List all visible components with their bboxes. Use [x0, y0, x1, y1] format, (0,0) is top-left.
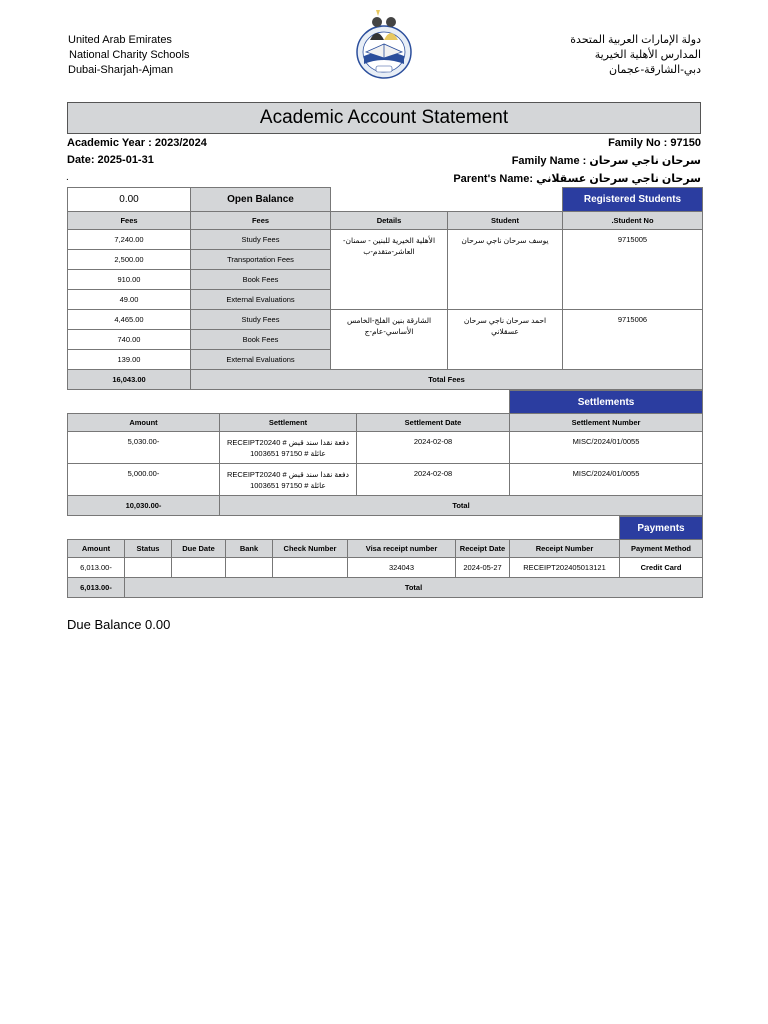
payment-check-number	[273, 558, 348, 578]
student-number: 9715005	[563, 230, 703, 310]
due-balance: Due Balance 0.00	[67, 617, 171, 632]
payment-bank	[226, 558, 273, 578]
settlement-description: دفعة نقدا سند قبض # RECEIPT20240 عائلة # 97150 1003651	[220, 464, 357, 496]
settlement-amount: 5,030.00-	[68, 432, 220, 464]
settlements-header-settlement: Settlement	[220, 414, 357, 432]
table-row	[68, 432, 703, 464]
fee-label: Transportation Fees	[191, 250, 331, 270]
settlement-date: 2024-02-08	[357, 464, 510, 496]
student-number: 9715006	[563, 310, 703, 370]
fees-table	[67, 187, 703, 390]
header-left-line-1: United Arab Emirates	[68, 34, 172, 46]
payment-visa-receipt: 324043	[348, 558, 456, 578]
payments-header-receipt-number: Receipt Number	[510, 540, 620, 558]
fee-amount: 7,240.00	[68, 230, 191, 250]
settlements-table	[67, 390, 703, 516]
payment-amount: 6,013.00-	[68, 558, 125, 578]
payment-receipt-number: RECEIPT202405013121	[510, 558, 620, 578]
settlement-number: MISC/2024/01/0055	[510, 432, 703, 464]
table-row	[68, 464, 703, 496]
fee-label: External Evaluations	[191, 290, 331, 310]
settlement-number: MISC/2024/01/0055	[510, 464, 703, 496]
fees-header-amount: Fees	[68, 212, 191, 230]
settlements-header-date: Settlement Date	[357, 414, 510, 432]
payments-total-value: 6,013.00-	[68, 578, 125, 598]
document-title: Academic Account Statement	[67, 102, 701, 134]
header-left-line-3: Dubai-Sharjah-Ajman	[68, 64, 174, 76]
fees-header-student-no-label: Student No.	[611, 216, 654, 225]
dot-mark: .	[66, 172, 69, 183]
header-right-line-3: دبي-الشارقة-عجمان	[609, 64, 701, 76]
fee-amount: 740.00	[68, 330, 191, 350]
settlements-total-value: 10,030.00-	[68, 496, 220, 516]
fees-header-student: Student	[448, 212, 563, 230]
payment-status	[125, 558, 172, 578]
payments-header-receipt-date: Receipt Date	[456, 540, 510, 558]
open-balance-value: 0.00	[68, 188, 191, 212]
payments-header-visa-receipt: Visa receipt number	[348, 540, 456, 558]
header-left	[68, 33, 189, 78]
family-name: Family Name : سرحان ناجي سرحان	[511, 155, 701, 167]
table-row	[68, 558, 703, 578]
fees-header-fees: Fees	[191, 212, 331, 230]
school-logo	[354, 4, 414, 82]
fee-amount: 4,465.00	[68, 310, 191, 330]
payments-header-status: Status	[125, 540, 172, 558]
fee-amount: 910.00	[68, 270, 191, 290]
table-row	[68, 230, 703, 250]
header-left-line-2: National Charity Schools	[69, 49, 190, 61]
fee-label: Book Fees	[191, 270, 331, 290]
settlements-total-label: Total	[220, 496, 703, 516]
registered-students-tab: Registered Students	[563, 188, 703, 212]
fee-label: Study Fees	[191, 310, 331, 330]
fees-header-details: Details	[331, 212, 448, 230]
parent-name: Parent's Name: سرحان ناجي سرحان عسقلاني	[453, 173, 701, 185]
payments-total-label: Total	[125, 578, 703, 598]
academic-year: Academic Year : 2023/2024	[67, 137, 207, 149]
payments-header-due-date: Due Date	[172, 540, 226, 558]
student-name: يوسف سرحان ناجي سرحان	[448, 230, 563, 310]
payments-header-method: Payment Method	[620, 540, 703, 558]
fee-amount: 49.00	[68, 290, 191, 310]
payment-receipt-date: 2024-05-27	[456, 558, 510, 578]
fees-total-label: Total Fees	[191, 370, 703, 390]
open-balance-label: Open Balance	[191, 188, 331, 212]
statement-date: Date: 2025-01-31	[67, 154, 154, 166]
payments-header-bank: Bank	[226, 540, 273, 558]
family-number: Family No : 97150	[608, 137, 701, 149]
settlements-header-number: Settlement Number	[510, 414, 703, 432]
header-right-line-2: المدارس الأهلية الخيرية	[594, 49, 701, 61]
payments-header-amount: Amount	[68, 540, 125, 558]
fees-total-value: 16,043.00	[68, 370, 191, 390]
payment-method: Credit Card	[620, 558, 703, 578]
fee-amount: 139.00	[68, 350, 191, 370]
fee-label: Study Fees	[191, 230, 331, 250]
table-row	[68, 310, 703, 330]
student-name: احمد سرحان ناجي سرحان عسقلاني	[448, 310, 563, 370]
payments-header-check-number: Check Number	[273, 540, 348, 558]
settlements-header-amount: Amount	[68, 414, 220, 432]
settlement-description: دفعة نقدا سند قبض # RECEIPT20240 عائلة # 97150 1003651	[220, 432, 357, 464]
settlements-tab: Settlements	[510, 391, 703, 414]
fee-label: External Evaluations	[191, 350, 331, 370]
header-right-line-1: دولة الإمارات العربية المتحدة	[570, 34, 701, 46]
settlement-date: 2024-02-08	[357, 432, 510, 464]
payments-tab: Payments	[620, 517, 703, 540]
settlement-amount: 5,000.00-	[68, 464, 220, 496]
payment-due-date	[172, 558, 226, 578]
payments-table	[67, 516, 703, 598]
fee-amount: 2,500.00	[68, 250, 191, 270]
header-right	[570, 33, 701, 78]
student-details: الشارقة بنين الفلج-الخامس الأساسي-عام-ج	[331, 310, 448, 370]
student-details: الأهلية الخيرية للبنين - سمنان-العاشر-متقدم-ب	[331, 230, 448, 310]
fees-header-student-no	[563, 212, 703, 230]
fee-label: Book Fees	[191, 330, 331, 350]
